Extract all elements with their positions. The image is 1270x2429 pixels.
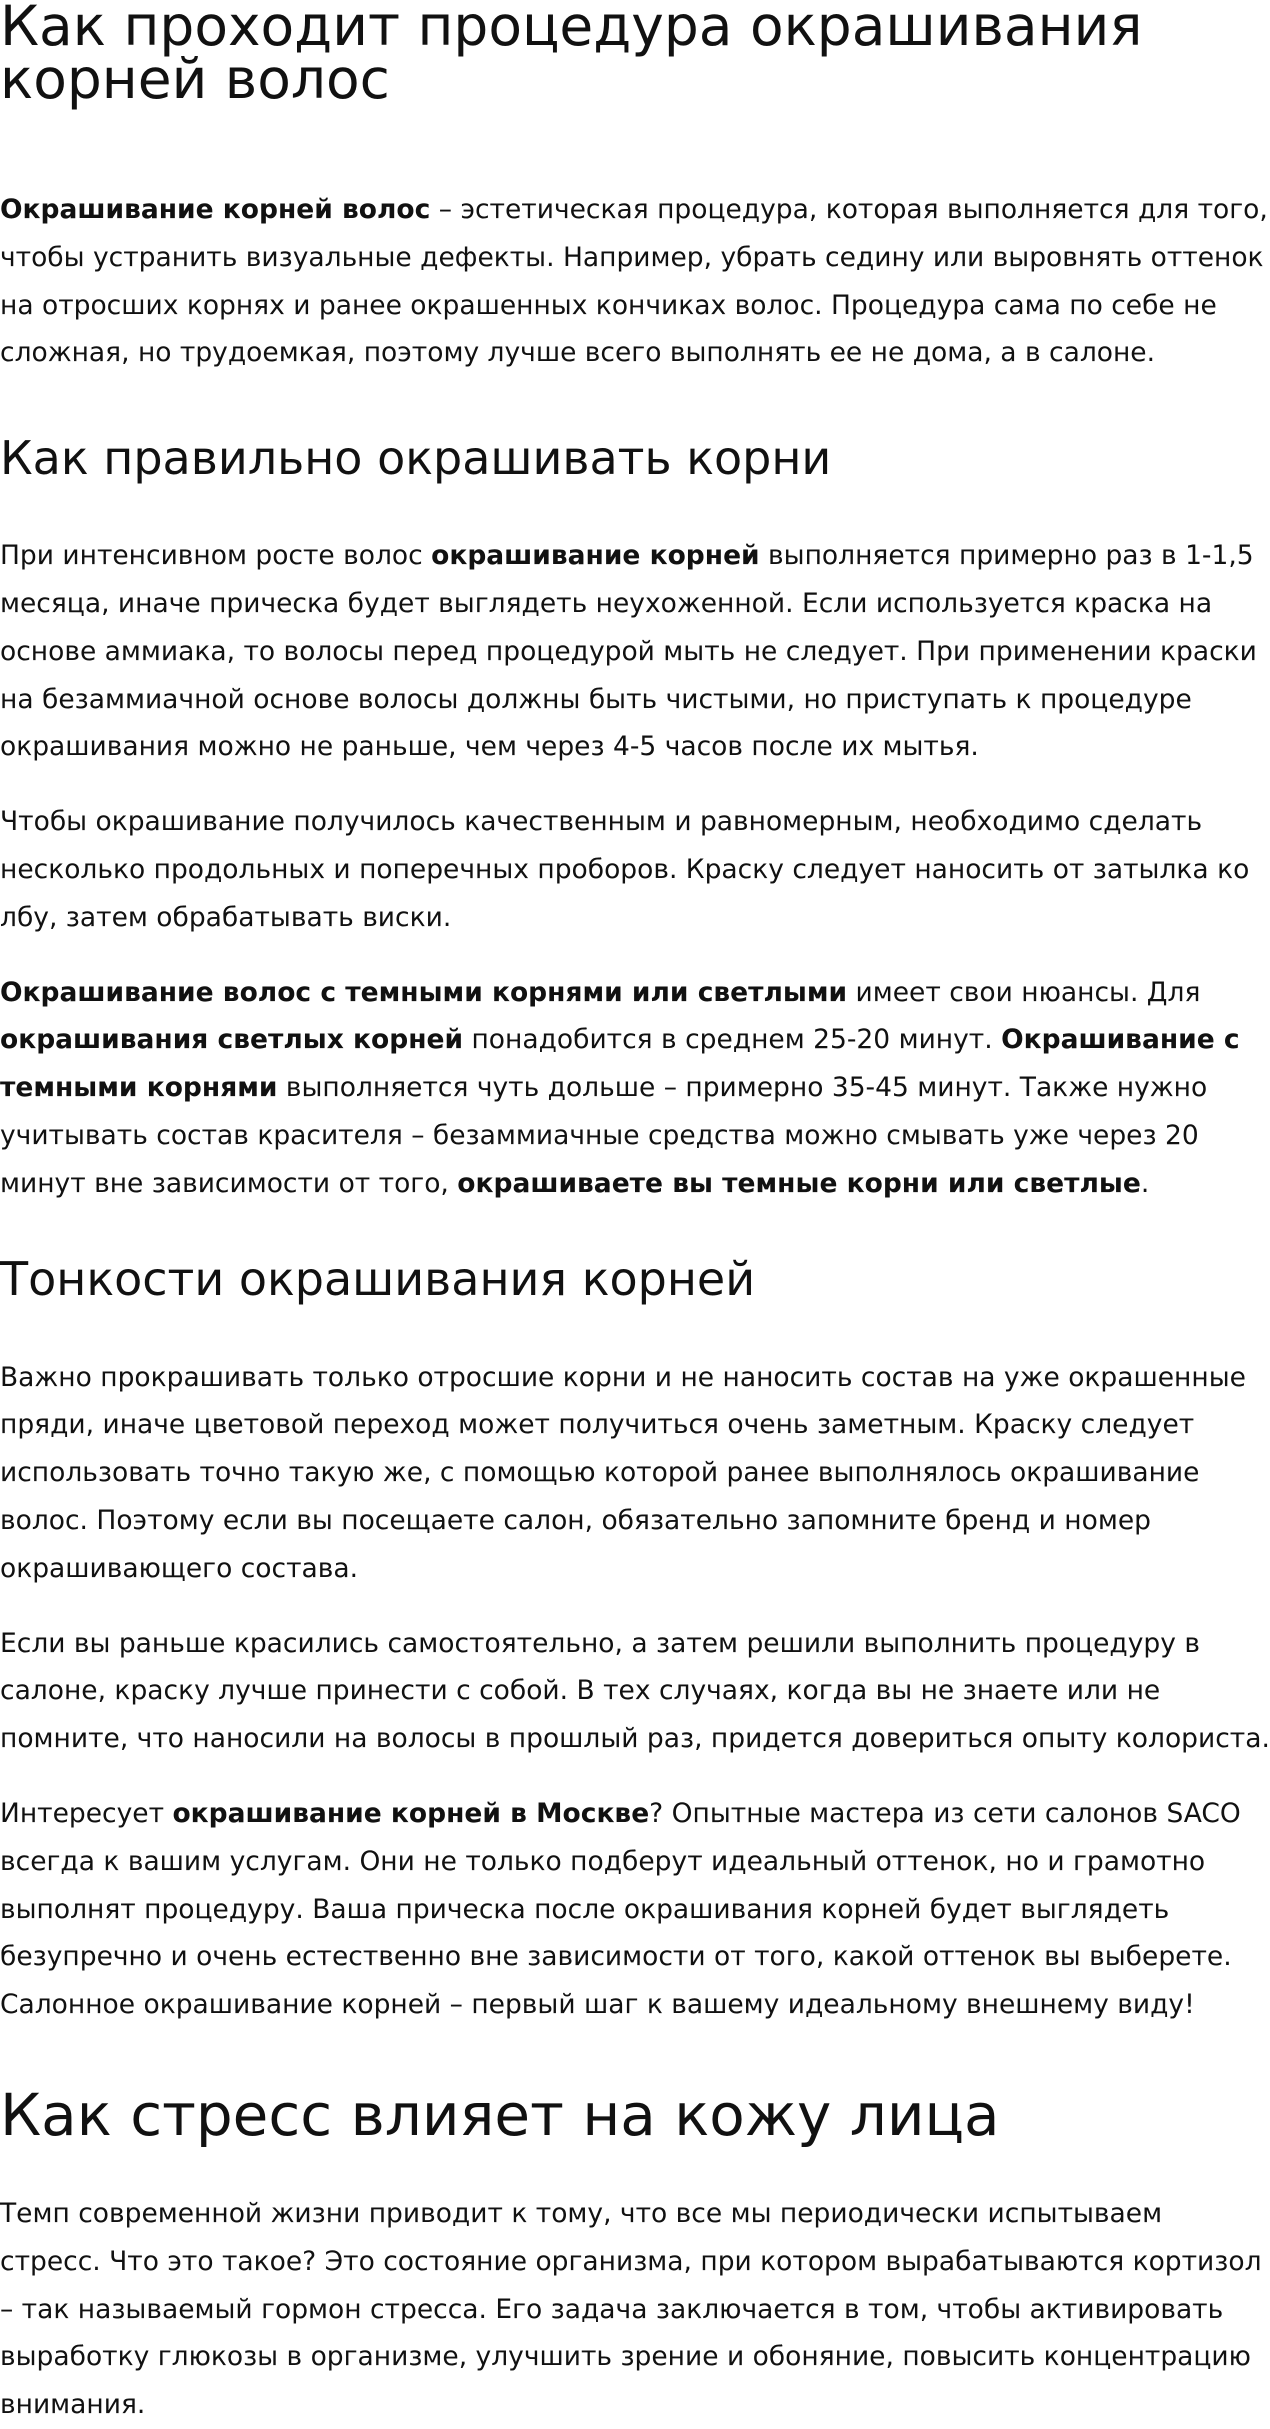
text-segment: имеет свои нюансы. Для bbox=[847, 976, 1201, 1008]
text-segment: выполняется чуть дольше – примерно 35-45 минут. Также нужно учитывать состав красителя – безаммиачные средства можно смывать уже через 20 минут вне зависимости от того, bbox=[0, 1072, 1208, 1199]
bold-term: окрашивание корней bbox=[431, 540, 760, 572]
text-segment: При интенсивном росте волос bbox=[0, 540, 432, 572]
intro-bold-term: Окрашивание корней волос bbox=[0, 194, 431, 225]
article-title: Как проходит процедура окрашивания корней волос bbox=[0, 0, 1143, 111]
bold-term: окрашивание корней в Москве bbox=[172, 1797, 650, 1829]
section-heading-how-to-dye: Как правильно окрашивать корни bbox=[0, 431, 832, 486]
text-segment: выполняется примерно раз в 1-1,5 месяца, иначе прическа будет выглядеть неухоженной. Если используется краска на основе аммиака, то волосы перед процедурой мыть не следует. При применении краски на безаммиачной основе волосы должны быть чистыми, но приступать к процедуре окрашивания можно не раньше, чем через 4-5 часов после их мытья. bbox=[0, 540, 1257, 763]
text-segment: . bbox=[1140, 1167, 1150, 1199]
paragraph-frequency bbox=[0, 532, 1270, 771]
intro-text: – эстетическая процедура, которая выполняется для того, чтобы устранить визуальные дефекты. Например, убрать седину или выровнять оттенок на отросших корнях и ранее окрашенных кончиках волос. Процедура сама по себе не сложная, но трудоемкая, поэтому лучше всего выполнять ее не дома, а в салоне. bbox=[0, 194, 1268, 369]
text-segment: Интересует bbox=[0, 1797, 173, 1829]
bold-term: окрашивания светлых корней bbox=[0, 1024, 464, 1056]
text-segment: понадобится в среднем 25-20 минут. bbox=[463, 1024, 1002, 1056]
section-heading-subtleties: Тонкости окрашивания корней bbox=[0, 1251, 756, 1306]
text-segment: ? Опытные мастера из сети салонов SACO всегда к вашим услугам. Они не только подберут идеальный оттенок, но и грамотно выполнят процедуру. Ваша прическа после окрашивания корней будет выглядеть безупречно и очень естественно вне зависимости от того, какой оттенок вы выберете. Салонное окрашивание корней – первый шаг к вашему идеальному внешнему виду! bbox=[0, 1797, 1241, 2021]
paragraph-salon-offer bbox=[0, 1790, 1270, 2029]
paragraph-bring-dye: Если вы раньше красились самостоятельно, а затем решили выполнить процедуру в салоне, краску лучше принести с собой. В тех случаях, когда вы не знаете или не помните, что наносили на волосы в прошлый раз, придется довериться опыту колориста. bbox=[0, 1627, 1270, 1755]
bold-term: Окрашивание волос с темными корнями или светлыми bbox=[0, 976, 848, 1008]
paragraph-regrowth-only: Важно прокрашивать только отросшие корни и не наносить состав на уже окрашенные пряди, иначе цветовой переход может получиться очень заметным. Краску следует использовать точно такую же, с помощью которой ранее выполнялось окрашивание волос. Поэтому если вы посещаете салон, обязательно запомните бренд и номер окрашивающего состава. bbox=[0, 1361, 1246, 1584]
paragraph-stress-intro: Темп современной жизни приводит к тому, что все мы периодически испытываем стресс. Что это такое? Это состояние организма, при котором вырабатываются кортизол – так называемый гормон стресса. Его задача заключается в том, чтобы активировать выработку глюкозы в организме, улучшить зрение и обоняние, повысить концентрацию внимания. bbox=[0, 2197, 1262, 2421]
bold-term: Окрашивание с темными корнями bbox=[0, 1024, 1240, 1104]
article-title-stress: Как стресс влияет на кожу лица bbox=[0, 2080, 1000, 2149]
intro-paragraph bbox=[0, 186, 1270, 377]
bold-term: окрашиваете вы темные корни или светлые bbox=[457, 1167, 1141, 1199]
paragraph-partings: Чтобы окрашивание получилось качественным и равномерным, необходимо сделать несколько продольных и поперечных проборов. Краску следует наносить от затылка ко лбу, затем обрабатывать виски. bbox=[0, 806, 1250, 933]
paragraph-dark-light-roots bbox=[0, 969, 1270, 1208]
